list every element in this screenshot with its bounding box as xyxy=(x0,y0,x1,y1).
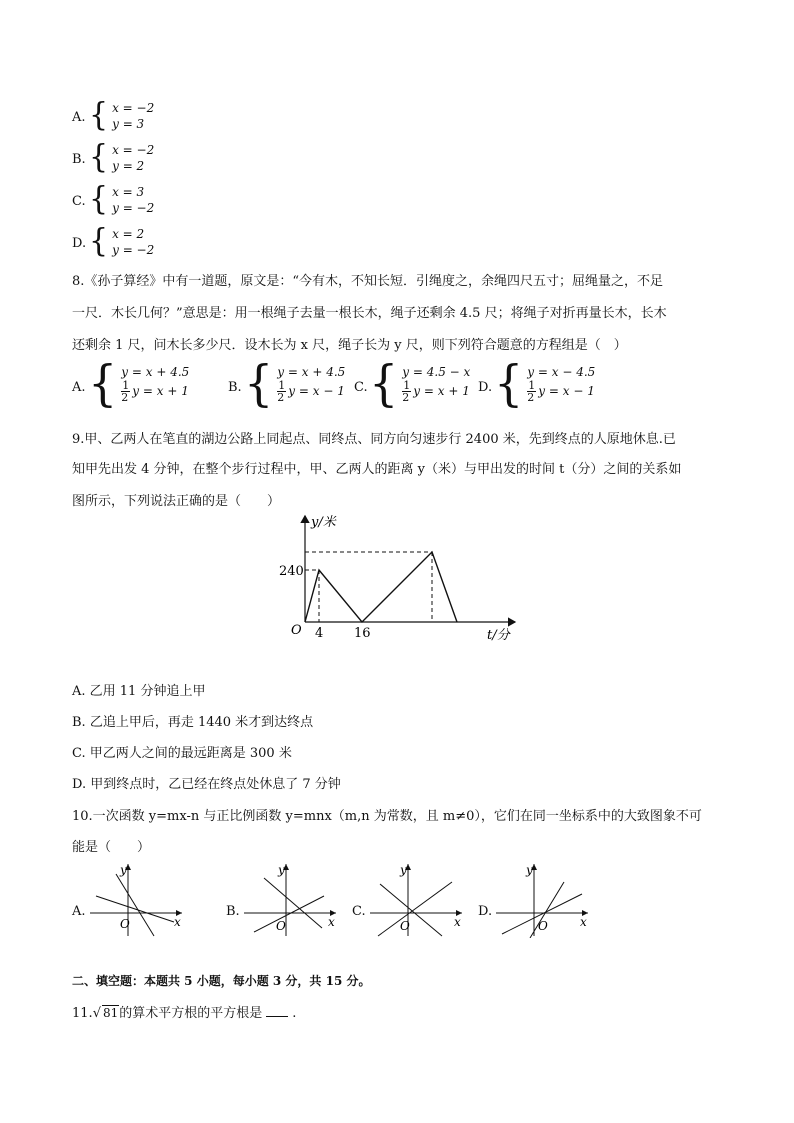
equation: y = −2 xyxy=(112,243,155,257)
brace: { xyxy=(89,181,109,218)
equation-system xyxy=(89,139,155,176)
q10-graph-d xyxy=(492,858,592,938)
brace: { xyxy=(89,139,109,176)
x-axis-label: x xyxy=(174,915,181,929)
q10-graph-a xyxy=(86,858,186,938)
radicand: 81 xyxy=(102,1006,119,1020)
q9-text-line: 图所示，下列说法正确的是（ ） xyxy=(72,494,281,509)
equation-system xyxy=(369,354,471,412)
q9-option: A. 乙用 11 分钟追上甲 xyxy=(72,684,206,699)
question-number: 11. xyxy=(72,1006,93,1021)
fraction: $\frac{1}{2}$ xyxy=(527,378,536,404)
origin-label: O xyxy=(120,917,130,931)
question-suffix: . xyxy=(292,1006,297,1021)
x-axis-label: x xyxy=(328,915,335,929)
brace: { xyxy=(89,97,109,134)
fraction: $\frac{1}{2}$ xyxy=(121,378,130,404)
option-label: B. xyxy=(226,904,240,919)
fraction: $\frac{1}{2}$ xyxy=(402,378,411,404)
brace: { xyxy=(244,354,274,412)
q8-text-line: 8.《孙子算经》中有一道题，原文是：“今有木，不知长短．引绳度之，余绳四尺五寸；屈绳量之，不足 xyxy=(72,274,664,289)
equation: y = x − 1 xyxy=(538,384,595,398)
distance-time-graph xyxy=(275,510,525,645)
brace: { xyxy=(494,354,524,412)
q8-text-line: 一尺．木长几何？”意思是：用一根绳子去量一根长木，绳子还剩余 4.5 尺；将绳子对折再量长木，长木 xyxy=(72,306,667,321)
q10-text-line: 能是（ ） xyxy=(72,840,151,855)
q11-text xyxy=(72,1002,296,1021)
option-label: D. xyxy=(72,236,87,251)
y-tick-label: 240 xyxy=(279,564,304,579)
q10-text-line: 10.一次函数 y=mx-n 与正比例函数 y=mnx（m,n 为常数，且 m≠0），它们在同一坐标系中的大致图象不可 xyxy=(72,809,702,824)
origin-label: O xyxy=(538,919,548,933)
brace: { xyxy=(89,223,109,260)
distance-line xyxy=(305,552,457,622)
y-axis-label: y xyxy=(120,863,127,877)
q8-text-line: 还剩余 1 尺，问木长多少尺．设木长为 x 尺，绳子长为 y 尺，则下列符合题意的方程组是（ ） xyxy=(72,338,627,353)
y-axis-label: y xyxy=(400,863,407,877)
x-axis-label: x xyxy=(454,915,461,929)
q9-option: C. 甲乙两人之间的最远距离是 300 米 xyxy=(72,746,292,761)
option-label: B. xyxy=(72,152,86,167)
sqrt-icon: √ xyxy=(92,1006,101,1021)
option-label: A. xyxy=(72,380,86,395)
equation: y = −2 xyxy=(112,201,155,215)
option-label: D. xyxy=(478,904,493,919)
answer-blank[interactable] xyxy=(266,1016,288,1017)
question-text: 的算术平方根的平方根是 xyxy=(119,1006,263,1021)
x-axis-label: x xyxy=(580,915,587,929)
equation: y = 4.5 − x xyxy=(402,364,471,379)
equation: y = x + 4.5 xyxy=(277,364,346,379)
equation-system xyxy=(89,97,155,134)
equation: y = x − 1 xyxy=(288,384,345,398)
equation-system xyxy=(244,354,346,412)
equation-system xyxy=(88,354,190,412)
equation: y = x + 1 xyxy=(132,384,189,398)
equation: y = 3 xyxy=(112,117,145,131)
option-label: C. xyxy=(72,194,86,209)
fraction: $\frac{1}{2}$ xyxy=(277,378,286,404)
equation: x = −2 xyxy=(112,143,155,157)
equation: x = 2 xyxy=(112,227,145,241)
equation: y = x + 1 xyxy=(413,384,470,398)
equation: y = x − 4.5 xyxy=(527,364,596,379)
origin-label: O xyxy=(276,919,286,933)
y-axis-label: y xyxy=(278,863,285,877)
x-tick-label: 4 xyxy=(315,626,324,641)
equation: x = 3 xyxy=(112,185,145,199)
q9-option: D. 甲到终点时，乙已经在终点处休息了 7 分钟 xyxy=(72,777,341,792)
q10-graph-c xyxy=(366,858,466,938)
origin-label: O xyxy=(291,623,302,638)
option-label: C. xyxy=(354,380,368,395)
option-label: B. xyxy=(228,380,242,395)
q9-text-line: 9.甲、乙两人在笔直的湖边公路上同起点、同终点、同方向匀速步行 2400 米，先到终点的人原地休息.已 xyxy=(72,432,676,447)
equation: y = x + 4.5 xyxy=(121,364,190,379)
equation: x = −2 xyxy=(112,101,155,115)
brace: { xyxy=(369,354,399,412)
x-tick-label: 16 xyxy=(354,626,371,641)
equation: y = 2 xyxy=(112,159,145,173)
x-axis-label: t/分 xyxy=(487,628,510,643)
equation-system xyxy=(89,223,155,260)
option-label: A. xyxy=(72,110,86,125)
option-label: A. xyxy=(72,904,86,919)
q9-text-line: 知甲先出发 4 分钟，在整个步行过程中，甲、乙两人的距离 y（米）与甲出发的时间 t（分）之间的关系如 xyxy=(72,462,682,477)
y-axis-label: y/米 xyxy=(311,515,336,530)
equation-system xyxy=(89,181,155,218)
q10-graph-b xyxy=(240,858,340,938)
option-label: D. xyxy=(478,380,493,395)
section-heading: 二、填空题：本题共 5 小题，每小题 3 分，共 15 分。 xyxy=(72,974,371,988)
q9-option: B. 乙追上甲后，再走 1440 米才到达终点 xyxy=(72,715,314,730)
y-axis-label: y xyxy=(526,863,533,877)
origin-label: O xyxy=(400,919,410,933)
option-label: C. xyxy=(352,904,366,919)
brace: { xyxy=(88,354,118,412)
equation-system xyxy=(494,354,596,412)
